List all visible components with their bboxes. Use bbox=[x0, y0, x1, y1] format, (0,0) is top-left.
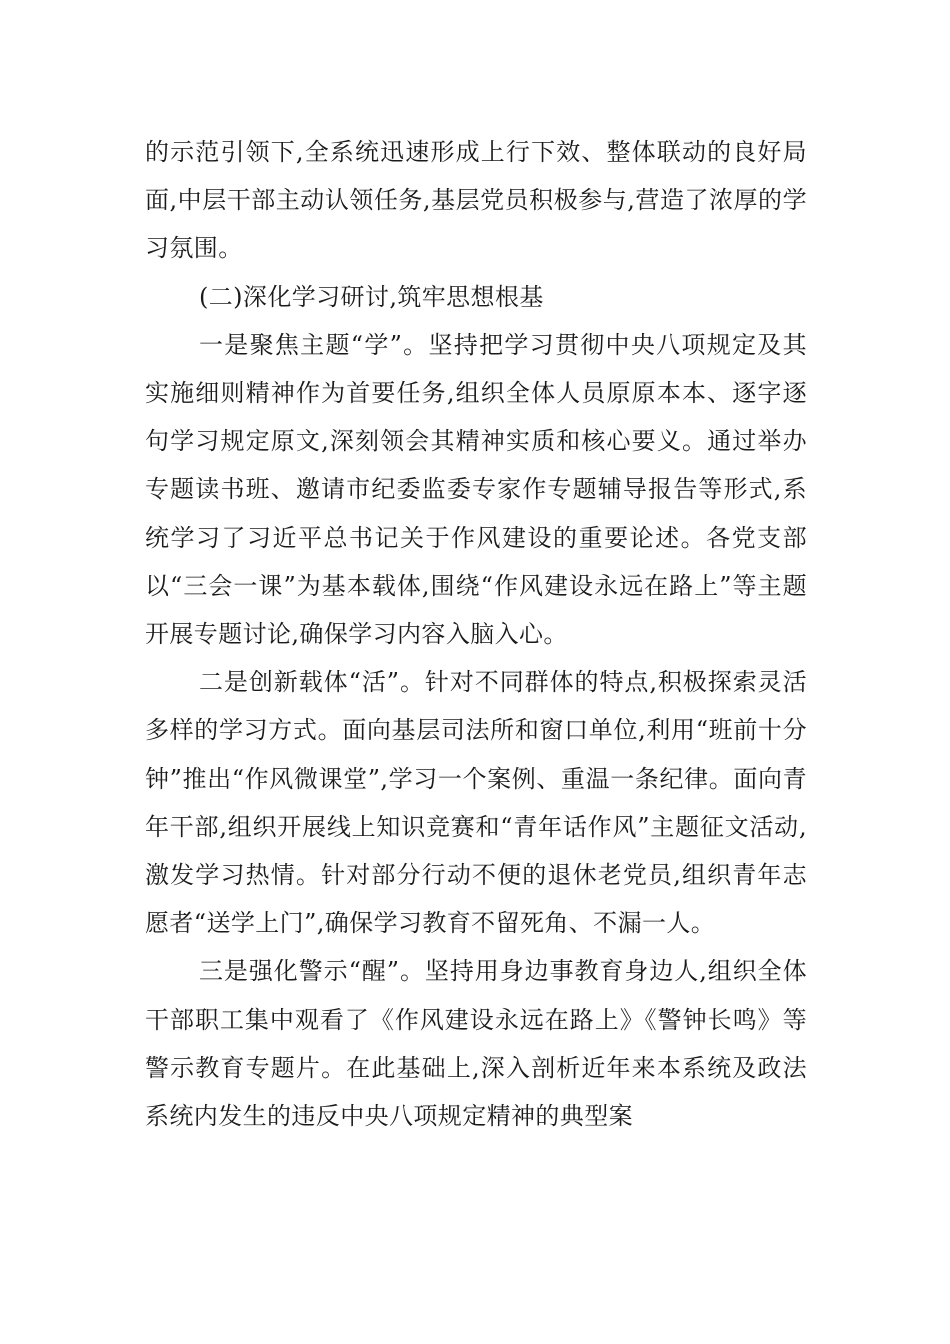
paragraph-warning-education: 三是强化警示“醒”。坚持用身边事教育身边人,组织全体干部职工集中观看了《作风建设永远在路上》《警钟长鸣》等警示教育专题片。在此基础上,深入剖析近年来本系统及政法系统内发生的违反中央八项规定精神的典型案 bbox=[145, 957, 807, 1131]
section-heading: (二)深化学习研讨,筑牢思想根基 bbox=[199, 282, 544, 311]
paragraph-innovative-carrier: 二是创新载体“活”。针对不同群体的特点,积极探索灵活多样的学习方式。面向基层司法所和窗口单位,利用“班前十分钟”推出“作风微课堂”,学习一个案例、重温一条纪律。面向青年干部,组织开展线上知识竞赛和“青年话作风”主题征文活动,激发学习热情。针对部分行动不便的退休老党员,组织青年志愿者“送学上门”,确保学习教育不留死角、不漏一人。 bbox=[145, 668, 807, 938]
document-body bbox=[145, 128, 807, 1140]
paragraph-continuation: 的示范引领下,全系统迅速形成上行下效、整体联动的良好局面,中层干部主动认领任务,基层党员积极参与,营造了浓厚的学习氛围。 bbox=[145, 138, 807, 263]
paragraph-study-focus: 一是聚焦主题“学”。坚持把学习贯彻中央八项规定及其实施细则精神作为首要任务,组织全体人员原原本本、逐字逐句学习规定原文,深刻领会其精神实质和核心要义。通过举办专题读书班、邀请市纪委监委专家作专题辅导报告等形式,系统学习了习近平总书记关于作风建设的重要论述。各党支部以“三会一课”为基本载体,围绕“作风建设永远在路上”等主题开展专题讨论,确保学习内容入脑入心。 bbox=[145, 330, 807, 649]
